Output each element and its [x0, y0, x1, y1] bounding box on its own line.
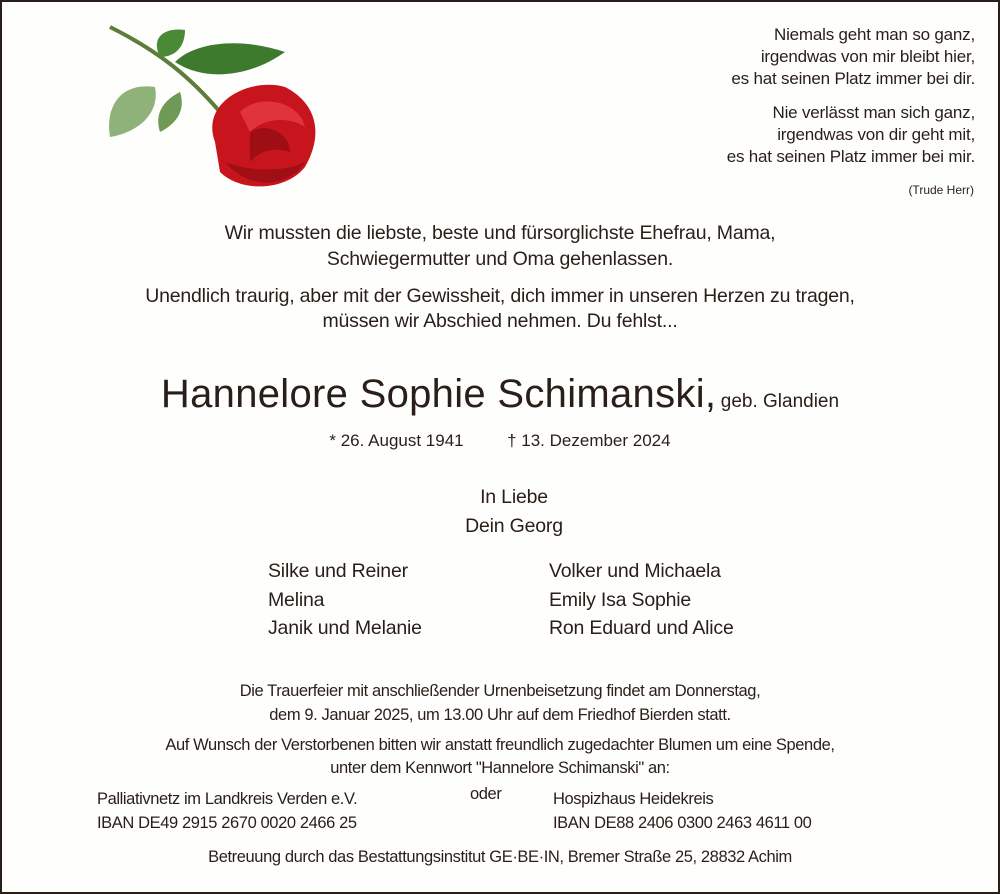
charity-iban: IBAN DE88 2406 0300 2463 4611 00 [553, 814, 812, 832]
charity-left [97, 787, 357, 835]
charity-iban: IBAN DE49 2915 2670 0020 2466 25 [97, 814, 357, 832]
poem-line: Niemals geht man so ganz, [774, 25, 975, 44]
family-member: Melina [268, 588, 325, 611]
signature-line: In Liebe [480, 486, 548, 508]
signature-line: Dein Georg [465, 515, 563, 537]
charity-or: oder [470, 785, 502, 803]
poem-author: (Trude Herr) [908, 183, 974, 197]
deceased-name-line [0, 372, 1000, 417]
poem-stanza-1 [731, 24, 975, 90]
poem-stanza-2 [727, 102, 975, 168]
birth-date: * 26. August 1941 [329, 431, 464, 450]
rose-image [100, 22, 330, 202]
deceased-name: Hannelore Sophie Schimanski, [160, 372, 717, 416]
donation-line: Auf Wunsch der Verstorbenen bitten wir anstatt freundlich zugedachter Blumen um eine Spende, [165, 736, 835, 754]
family-right [549, 557, 734, 643]
family-member: Silke und Reiner [268, 560, 408, 582]
dates [0, 431, 1000, 451]
family-left [268, 557, 422, 643]
funeral-home-footer: Betreuung durch das Bestattungsinstitut GE·BE·IN, Bremer Straße 25, 28832 Achim [208, 848, 792, 866]
family-member: Volker und Michaela [549, 560, 721, 582]
birth-name: geb. Glandien [720, 391, 840, 412]
charity-right [553, 787, 811, 835]
poem-line: es hat seinen Platz immer bei mir. [726, 147, 975, 166]
intro-line: Unendlich traurig, aber mit der Gewissheit, dich immer in unseren Herzen zu tragen, [145, 285, 855, 307]
charity-name: Hospizhaus Heidekreis [553, 790, 714, 808]
death-date: † 13. Dezember 2024 [507, 431, 671, 450]
family-member: Ron Eduard und Alice [549, 617, 734, 639]
family-member: Emily Isa Sophie [549, 588, 692, 611]
intro-line: Schwiegermutter und Oma gehenlassen. [326, 248, 674, 270]
poem-line: Nie verlässt man sich ganz, [772, 103, 975, 122]
charity-name: Palliativnetz im Landkreis Verden e.V. [97, 790, 358, 808]
intro-line: müssen wir Abschied nehmen. Du fehlst... [322, 310, 678, 332]
intro-line: Wir mussten die liebste, beste und fürsorglichste Ehefrau, Mama, [224, 222, 776, 244]
poem-line: irgendwas von dir geht mit, [777, 125, 975, 144]
family-member: Janik und Melanie [268, 617, 422, 639]
donation-line: unter dem Kennwort "Hannelore Schimanski" an: [330, 759, 670, 777]
funeral-line: Die Trauerfeier mit anschließender Urnenbeisetzung findet am Donnerstag, [239, 682, 761, 700]
poem-line: es hat seinen Platz immer bei dir. [731, 69, 975, 88]
poem-line: irgendwas von mir bleibt hier, [760, 47, 975, 66]
funeral-line: dem 9. Januar 2025, um 13.00 Uhr auf dem Friedhof Bierden statt. [269, 706, 731, 724]
